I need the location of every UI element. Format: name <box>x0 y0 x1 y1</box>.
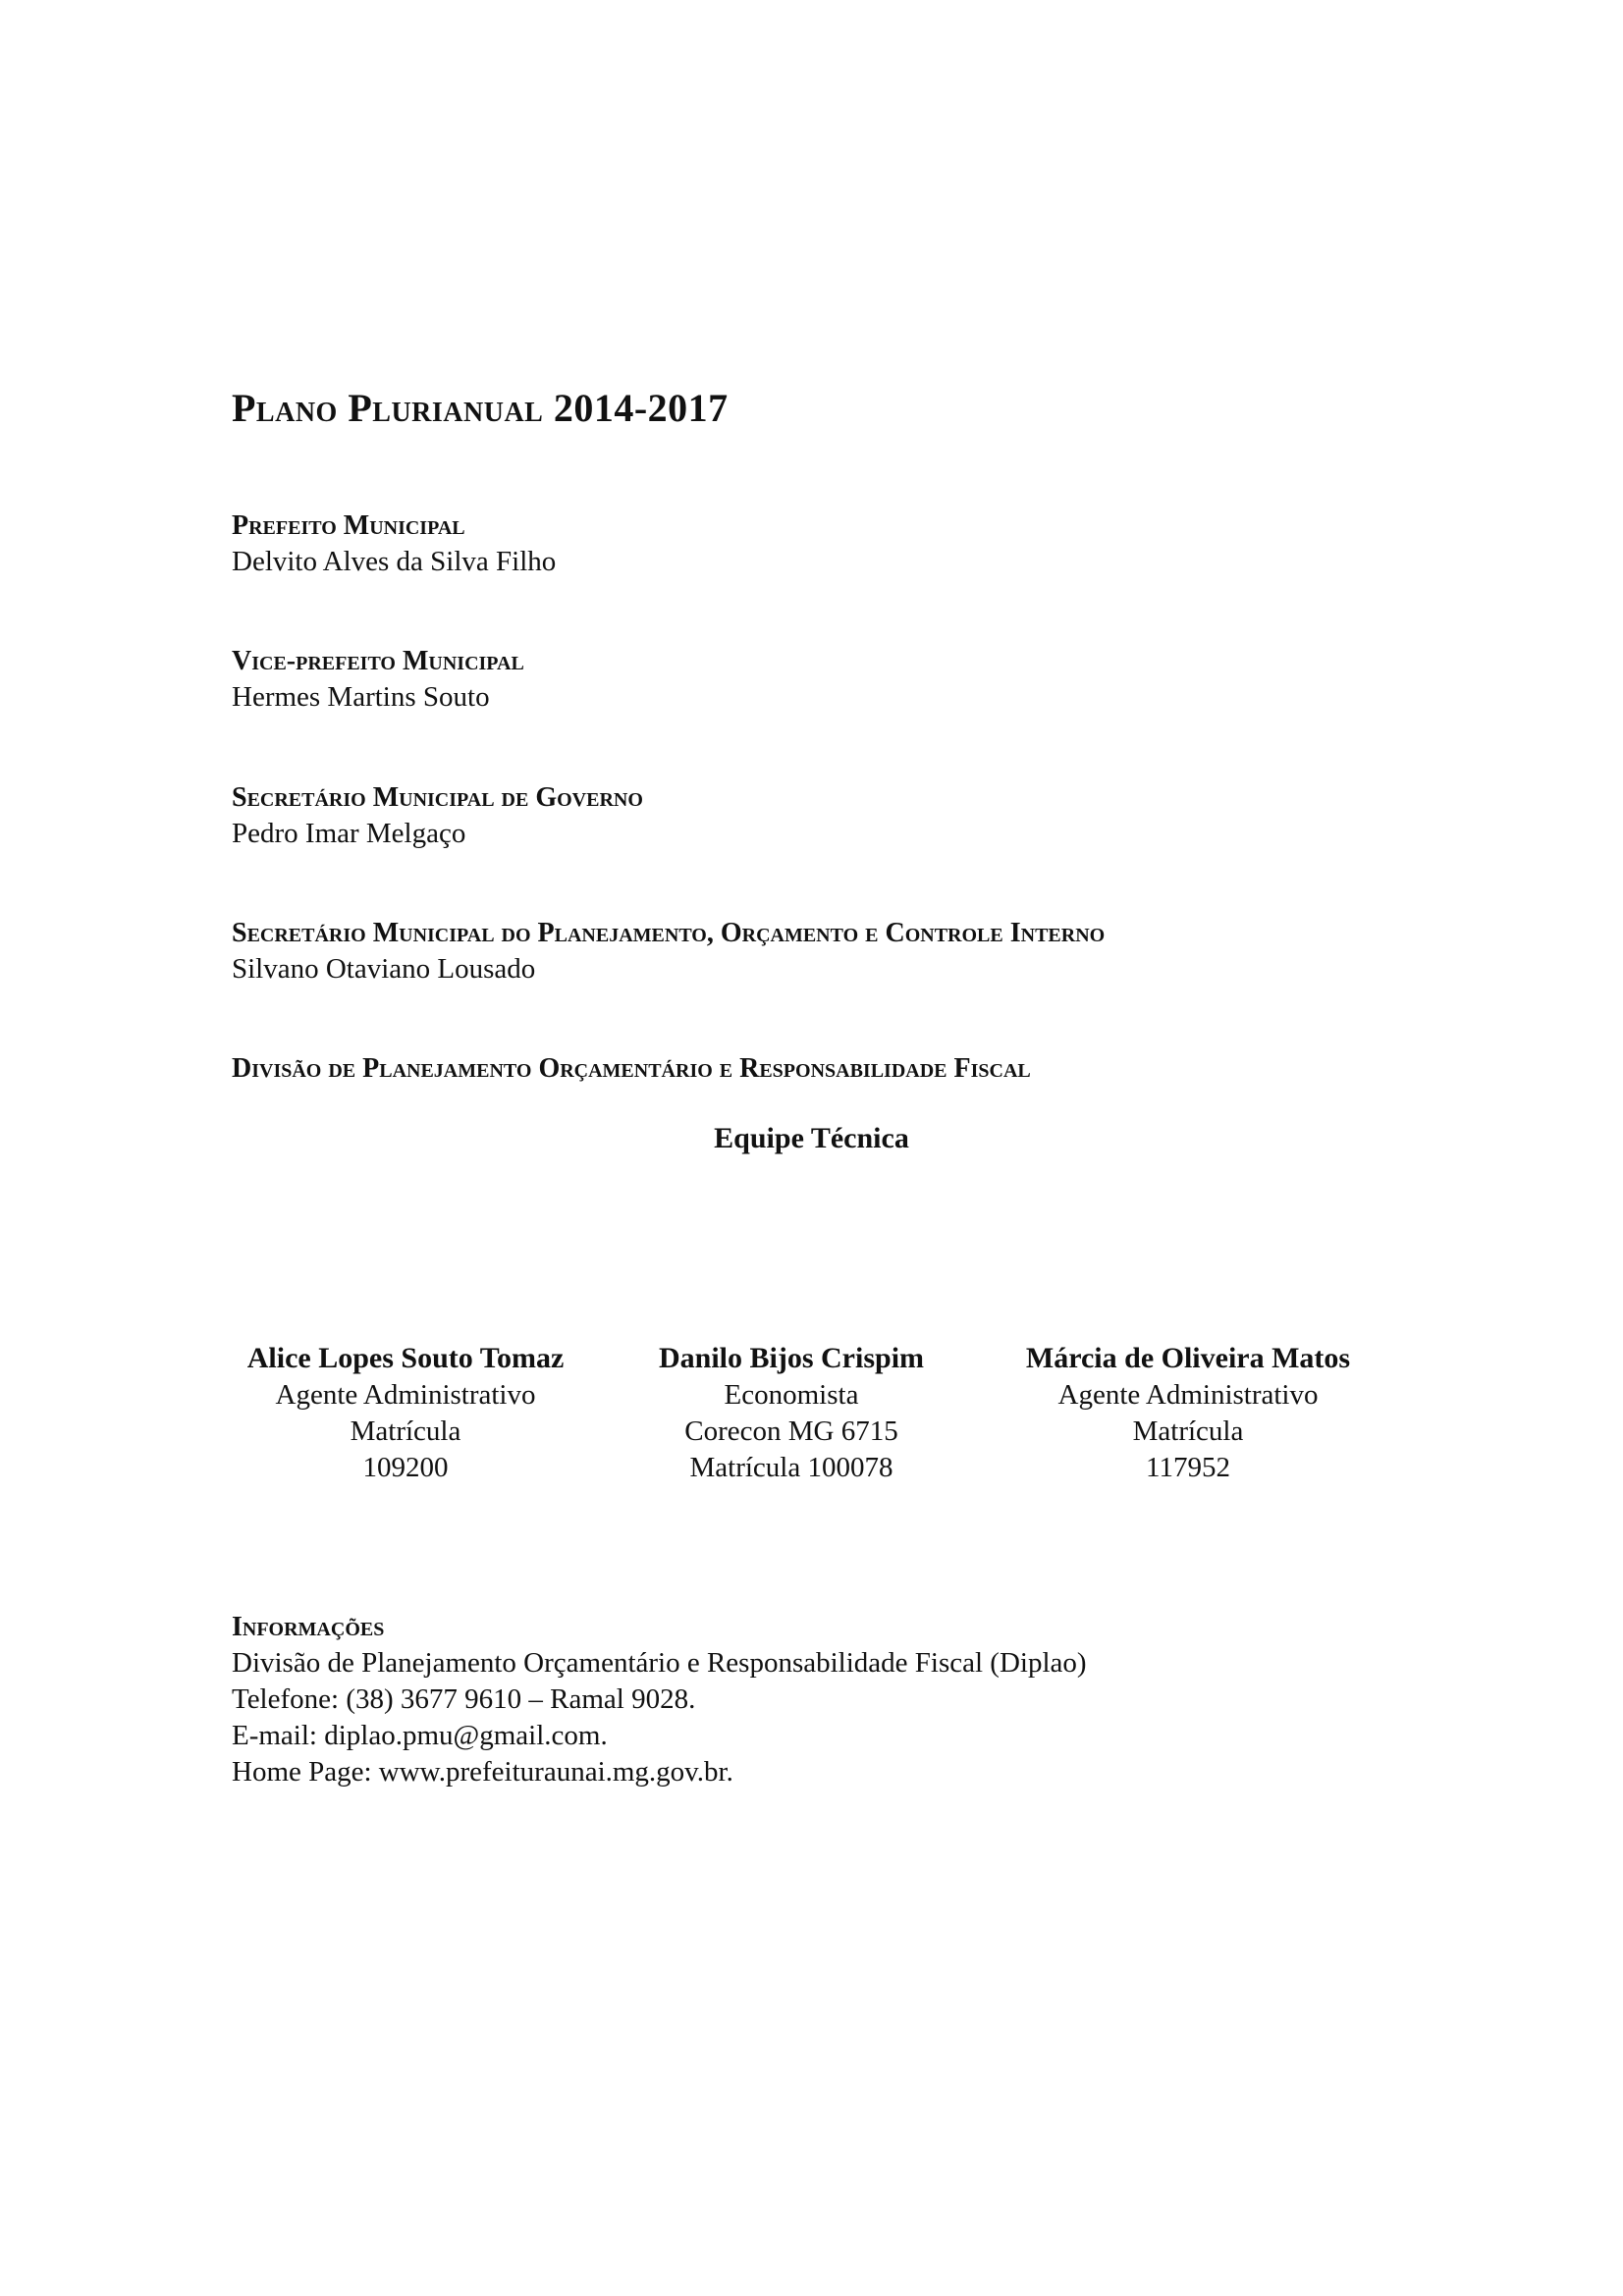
section-value: Delvito Alves da Silva Filho <box>232 546 557 577</box>
section-divisao <box>232 1051 1508 1087</box>
section-prefeito <box>232 508 1508 580</box>
info-line: Divisão de Planejamento Orçamentário e Responsabilidade Fiscal (Diplao) <box>232 1647 1087 1679</box>
member-line: Economista <box>724 1379 859 1411</box>
section-value: Silvano Otaviano Lousado <box>232 953 536 985</box>
member-line: Agente Administrativo <box>1057 1379 1319 1411</box>
member-line: 117952 <box>1146 1452 1230 1483</box>
team-member <box>992 1340 1384 1486</box>
document-title: Plano Plurianual 2014-2017 <box>232 386 729 430</box>
section-heading: Divisão de Planejamento Orçamentário e Responsabilidade Fiscal <box>232 1053 1031 1084</box>
member-name: Danilo Bijos Crispim <box>658 1342 925 1374</box>
section-heading: Secretário Municipal do Planejamento, Orçamento e Controle Interno <box>232 918 1106 948</box>
member-line: Agente Administrativo <box>275 1379 536 1411</box>
section-vice-prefeito <box>232 644 1508 716</box>
member-line: Matrícula <box>1132 1415 1244 1447</box>
team-heading: Equipe Técnica <box>714 1122 909 1154</box>
team-member <box>209 1340 602 1486</box>
info-line: Home Page: www.prefeituraunai.mg.gov.br. <box>232 1756 733 1788</box>
section-secretario-governo <box>232 780 1508 852</box>
team-list <box>232 1340 1410 1497</box>
member-name: Alice Lopes Souto Tomaz <box>246 1342 565 1374</box>
member-line: Corecon MG 6715 <box>684 1415 898 1447</box>
info-heading: Informações <box>232 1612 385 1642</box>
member-line: 109200 <box>362 1452 449 1483</box>
member-line: Matrícula 100078 <box>689 1452 893 1483</box>
info-line: Telefone: (38) 3677 9610 – Ramal 9028. <box>232 1683 696 1715</box>
section-heading: Prefeito Municipal <box>232 510 465 541</box>
section-value: Hermes Martins Souto <box>232 681 490 713</box>
section-secretario-planejamento <box>232 916 1508 988</box>
section-heading: Vice-prefeito Municipal <box>232 646 524 676</box>
section-value: Pedro Imar Melgaço <box>232 818 466 849</box>
member-name: Márcia de Oliveira Matos <box>1025 1342 1351 1374</box>
section-heading: Secretário Municipal de Governo <box>232 782 643 813</box>
member-line: Matrícula <box>350 1415 461 1447</box>
info-line: E-mail: diplao.pmu@gmail.com. <box>232 1720 608 1751</box>
team-member <box>595 1340 988 1486</box>
info-section <box>232 1610 1508 1790</box>
